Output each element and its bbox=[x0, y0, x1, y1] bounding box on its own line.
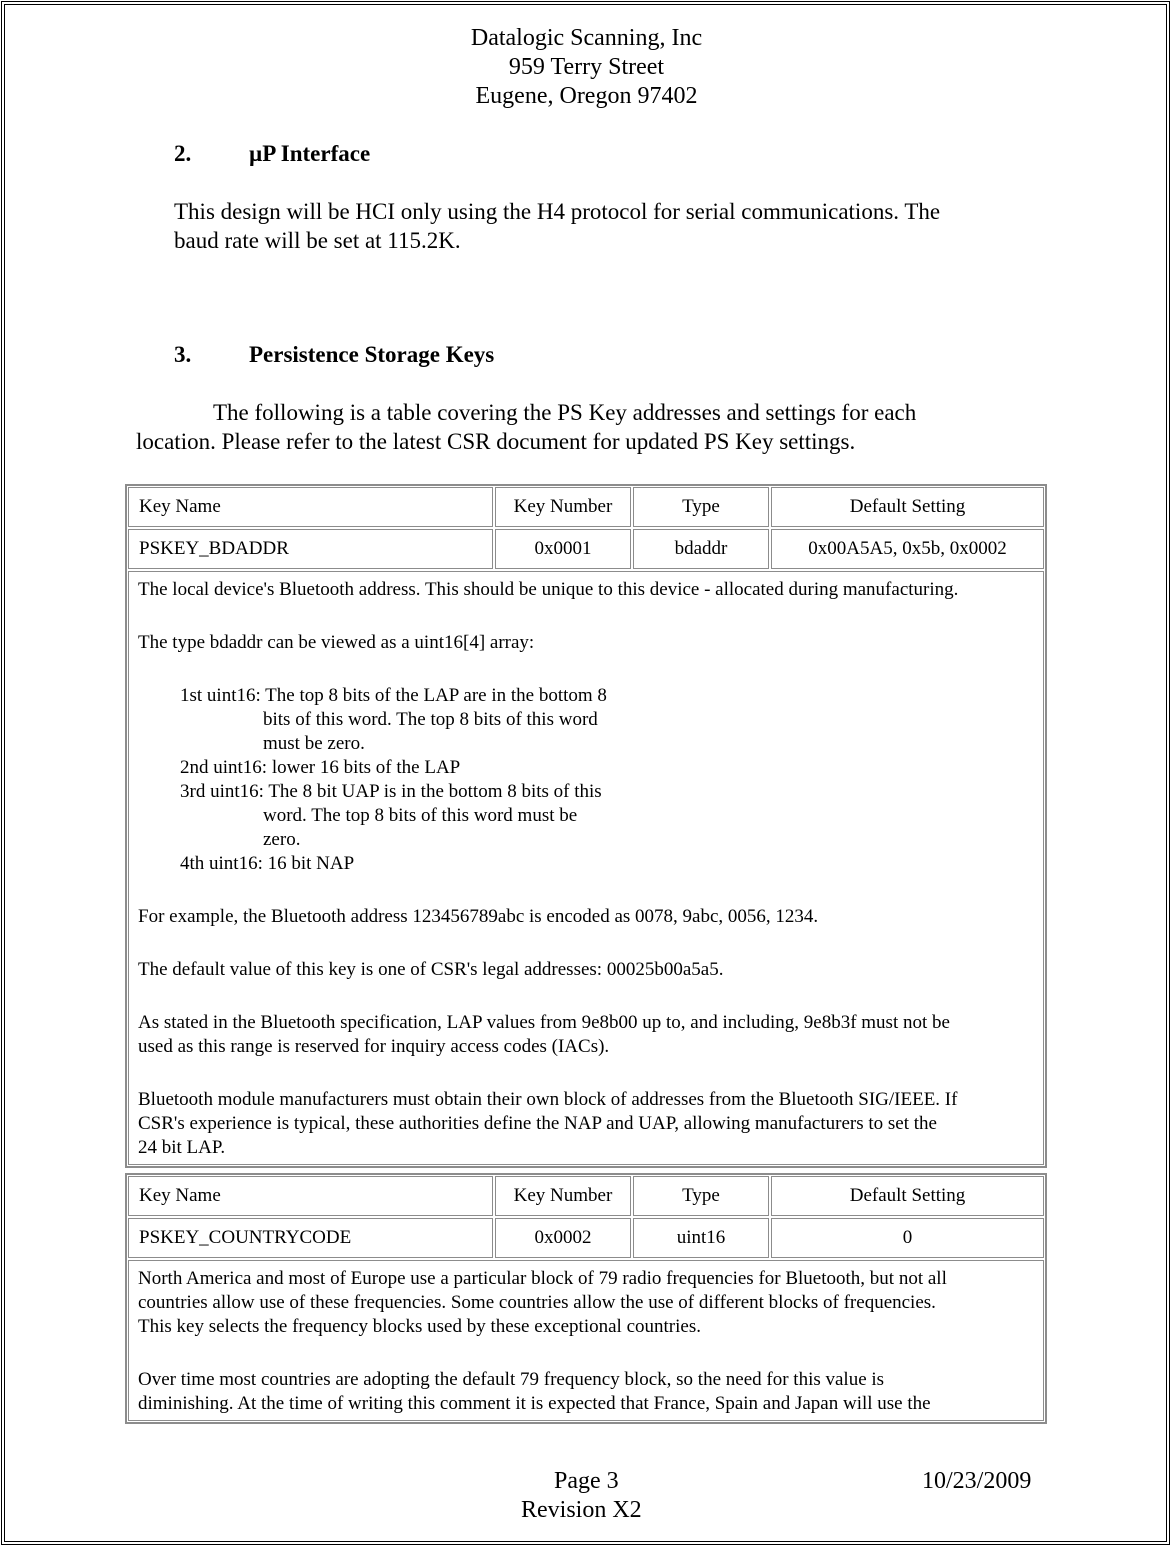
company-street: 959 Terry Street bbox=[508, 54, 665, 80]
key-number-cell: 0x0002 bbox=[495, 1218, 631, 1258]
key-number-cell: 0x0001 bbox=[495, 529, 631, 569]
description-paragraph: 24 bit LAP. bbox=[138, 1137, 226, 1158]
description-list-item: 2nd uint16: lower 16 bits of the LAP bbox=[180, 757, 461, 778]
header-default-setting: Default Setting bbox=[771, 487, 1044, 527]
section-2-number: 2. bbox=[174, 141, 192, 166]
header-key-number: Key Number bbox=[495, 1176, 631, 1216]
description-list-item: 4th uint16: 16 bit NAP bbox=[180, 853, 355, 874]
description-list-item-cont: word. The top 8 bits of this word must be bbox=[263, 805, 578, 826]
revision-label: Revision X2 bbox=[521, 1497, 642, 1523]
description-list-item-cont: zero. bbox=[263, 829, 301, 850]
key-name-cell: PSKEY_COUNTRYCODE bbox=[128, 1218, 493, 1258]
company-city: Eugene, Oregon 97402 bbox=[475, 83, 698, 109]
description-paragraph: Bluetooth module manufacturers must obtain their own block of addresses from the Bluetooth SIG/IEEE. If bbox=[138, 1089, 958, 1110]
section-3-number: 3. bbox=[174, 342, 192, 367]
description-list-item-cont: bits of this word. The top 8 bits of this word bbox=[263, 709, 598, 730]
key-name-cell: PSKEY_BDADDR bbox=[128, 529, 493, 569]
table-row bbox=[127, 528, 1045, 570]
default-setting-cell: 0x00A5A5, 0x5b, 0x0002 bbox=[771, 529, 1044, 569]
table-header-row bbox=[127, 486, 1045, 528]
section-2-body-line: This design will be HCI only using the H4 protocol for serial communications. The bbox=[174, 199, 941, 224]
page-number: Page 3 bbox=[554, 1468, 619, 1494]
header-key-name: Key Name bbox=[128, 487, 493, 527]
section-3-title: Persistence Storage Keys bbox=[249, 342, 495, 367]
description-paragraph: For example, the Bluetooth address 123456789abc is encoded as 0078, 9abc, 0056, 1234. bbox=[138, 906, 819, 927]
description-paragraph: countries allow use of these frequencies. Some countries allow the use of different blocks of frequencies. bbox=[138, 1292, 936, 1313]
section-3-body-line: The following is a table covering the PS Key addresses and settings for each bbox=[213, 400, 917, 425]
key-description bbox=[128, 1260, 1044, 1421]
section-2-title: µP Interface bbox=[249, 141, 371, 166]
description-paragraph: As stated in the Bluetooth specification, LAP values from 9e8b00 up to, and including, 9e8b3f must not be bbox=[138, 1012, 950, 1033]
description-paragraph: The type bdaddr can be viewed as a uint16[4] array: bbox=[138, 632, 535, 653]
description-paragraph: CSR's experience is typical, these authorities define the NAP and UAP, allowing manufacturers to set the bbox=[138, 1113, 937, 1134]
description-paragraph: This key selects the frequency blocks used by these exceptional countries. bbox=[138, 1316, 701, 1337]
table-row bbox=[127, 1217, 1045, 1259]
description-list-item: 1st uint16: The top 8 bits of the LAP are in the bottom 8 bbox=[180, 685, 607, 706]
footer-date: 10/23/2009 bbox=[922, 1468, 1032, 1494]
header-type: Type bbox=[633, 1176, 769, 1216]
description-paragraph: North America and most of Europe use a particular block of 79 radio frequencies for Bluetooth, but not all bbox=[138, 1268, 947, 1289]
section-3-heading bbox=[174, 342, 494, 368]
type-cell: uint16 bbox=[633, 1218, 769, 1258]
company-name: Datalogic Scanning, Inc bbox=[470, 25, 703, 51]
description-list-item: 3rd uint16: The 8 bit UAP is in the bottom 8 bits of this bbox=[180, 781, 602, 802]
section-3-body bbox=[136, 398, 916, 456]
type-cell: bdaddr bbox=[633, 529, 769, 569]
description-paragraph: The local device's Bluetooth address. This should be unique to this device - allocated during manufacturing. bbox=[138, 579, 959, 600]
pskey-table-countrycode bbox=[125, 1173, 1047, 1424]
description-list-item-cont: must be zero. bbox=[263, 733, 365, 754]
description-paragraph: The default value of this key is one of CSR's legal addresses: 00025b00a5a5. bbox=[138, 959, 724, 980]
default-setting-cell: 0 bbox=[771, 1218, 1044, 1258]
header-default-setting: Default Setting bbox=[771, 1176, 1044, 1216]
section-2-body-line: baud rate will be set at 115.2K. bbox=[174, 228, 461, 253]
description-paragraph: diminishing. At the time of writing this comment it is expected that France, Spain and Japan will use the bbox=[138, 1393, 931, 1414]
letterhead bbox=[0, 24, 1173, 111]
section-3-body-line: location. Please refer to the latest CSR document for updated PS Key settings. bbox=[136, 429, 856, 454]
header-type: Type bbox=[633, 487, 769, 527]
header-key-name: Key Name bbox=[128, 1176, 493, 1216]
section-2-body bbox=[174, 197, 940, 255]
table-header-row bbox=[127, 1175, 1045, 1217]
section-2-heading bbox=[174, 141, 370, 167]
key-description bbox=[128, 571, 1044, 1165]
description-paragraph: used as this range is reserved for inquiry access codes (IACs). bbox=[138, 1036, 610, 1057]
header-key-number: Key Number bbox=[495, 487, 631, 527]
pskey-table-bdaddr bbox=[125, 484, 1047, 1168]
description-paragraph: Over time most countries are adopting the default 79 frequency block, so the need for this value is bbox=[138, 1369, 885, 1390]
